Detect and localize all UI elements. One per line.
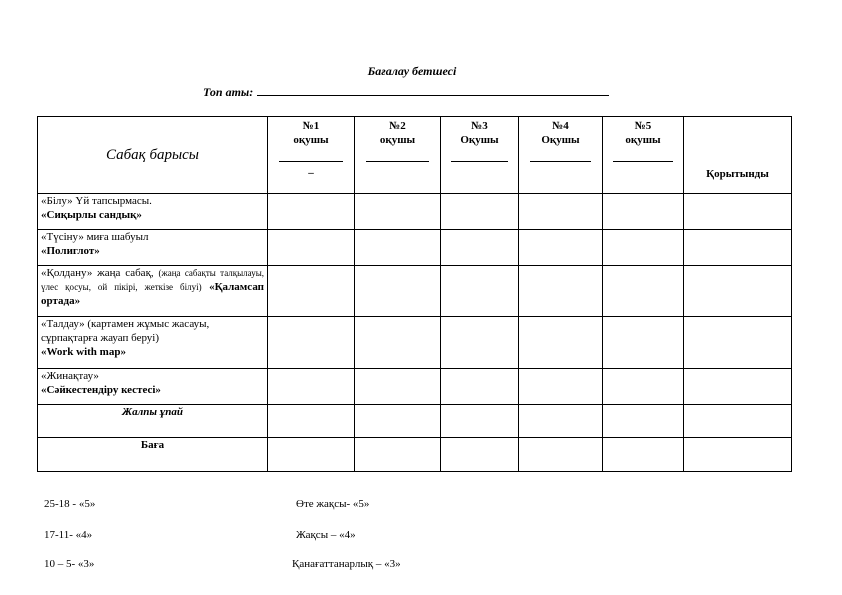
score-cell[interactable] — [441, 405, 519, 438]
lesson-stage-cell — [38, 230, 268, 266]
lesson-stage-cell — [38, 369, 268, 405]
student-4-name-blank[interactable] — [530, 151, 592, 162]
conclusion-cell[interactable] — [684, 266, 792, 317]
student-5-name-blank[interactable] — [613, 151, 672, 162]
stage-activity-name: «Қаламсап ортада» — [41, 281, 265, 307]
score-cell[interactable] — [441, 438, 519, 472]
table-header-row — [38, 117, 792, 194]
table-row — [38, 369, 792, 405]
stage-description: «Түсіну» миға шабуыл — [41, 231, 149, 243]
stage-activity-name: «Сиқырлы сандық» — [41, 209, 142, 221]
total-row — [38, 405, 792, 438]
total-label: Жалпы ұпай — [38, 405, 268, 438]
score-cell[interactable] — [603, 369, 684, 405]
student-4-header — [519, 117, 603, 194]
student-3-number: №3 — [471, 120, 488, 132]
score-cell[interactable] — [268, 194, 355, 230]
scale-word-5: Өте жақсы- «5» — [296, 498, 370, 510]
table-row — [38, 230, 792, 266]
group-name-field — [203, 83, 609, 100]
score-cell[interactable] — [355, 317, 441, 369]
student-3-header — [441, 117, 519, 194]
student-1-name-blank[interactable] — [279, 151, 343, 162]
score-cell[interactable] — [519, 405, 603, 438]
score-cell[interactable] — [519, 194, 603, 230]
scale-points-5: 25-18 - «5» — [44, 498, 96, 510]
conclusion-cell[interactable] — [684, 230, 792, 266]
conclusion-cell[interactable] — [684, 405, 792, 438]
student-3-name-blank[interactable] — [451, 151, 508, 162]
assessment-table — [37, 116, 792, 472]
scale-word-4: Жақсы – «4» — [296, 529, 356, 541]
score-cell[interactable] — [441, 266, 519, 317]
score-cell[interactable] — [355, 266, 441, 317]
score-cell[interactable] — [268, 369, 355, 405]
lesson-stage-cell — [38, 317, 268, 369]
lesson-stage-cell — [38, 266, 268, 317]
score-cell[interactable] — [268, 317, 355, 369]
student-5-header — [603, 117, 684, 194]
document-title: Бағалау бетшесі — [367, 64, 457, 78]
student-1-header — [268, 117, 355, 194]
scale-word-3: Қанағаттанарлық – «3» — [292, 558, 401, 570]
score-cell[interactable] — [519, 317, 603, 369]
score-cell[interactable] — [603, 266, 684, 317]
student-4-number: №4 — [552, 120, 569, 132]
student-1-dash: _ — [308, 163, 314, 175]
table-row — [38, 266, 792, 317]
stage-description: «Жинақтау» — [41, 370, 99, 382]
conclusion-cell[interactable] — [684, 317, 792, 369]
group-name-label: Топ аты: — [203, 85, 254, 99]
student-2-header — [355, 117, 441, 194]
score-cell[interactable] — [603, 438, 684, 472]
score-cell[interactable] — [355, 194, 441, 230]
conclusion-cell[interactable] — [684, 438, 792, 472]
score-cell[interactable] — [519, 369, 603, 405]
score-cell[interactable] — [268, 266, 355, 317]
score-cell[interactable] — [268, 405, 355, 438]
student-3-label: Оқушы — [460, 134, 499, 146]
score-cell[interactable] — [603, 317, 684, 369]
score-cell[interactable] — [355, 405, 441, 438]
student-2-number: №2 — [389, 120, 406, 132]
score-cell[interactable] — [603, 194, 684, 230]
student-1-label: оқушы — [293, 134, 329, 146]
score-cell[interactable] — [519, 266, 603, 317]
score-cell[interactable] — [441, 230, 519, 266]
student-1-number: №1 — [302, 120, 320, 132]
student-5-label: оқушы — [625, 134, 661, 146]
stage-activity-name: «Work with map» — [41, 346, 126, 358]
lesson-stage-cell — [38, 194, 268, 230]
stage-description: «Талдау» (картамен жұмыс жасауы, сұрпақтарға жауап беруі) — [41, 318, 210, 344]
score-cell[interactable] — [268, 438, 355, 472]
conclusion-cell[interactable] — [684, 369, 792, 405]
score-cell[interactable] — [441, 194, 519, 230]
student-2-label: оқушы — [379, 134, 416, 146]
score-cell[interactable] — [355, 438, 441, 472]
student-5-number: №5 — [634, 120, 652, 132]
table-row — [38, 194, 792, 230]
stage-description: «Қолдану» жаңа сабақ, — [41, 267, 154, 279]
stage-description: «Білу» Үй тапсырмасы. — [41, 195, 152, 207]
stage-note: (жаңа сабақты талқылауы, үлес қосуы, ой пікірі, жеткізе білуі) — [41, 268, 265, 292]
student-4-label: Оқушы — [541, 134, 580, 146]
score-cell[interactable] — [603, 230, 684, 266]
conclusion-header: Қорытынды — [684, 117, 792, 194]
table-row — [38, 317, 792, 369]
stage-activity-name: «Сәйкестендіру кестесі» — [41, 384, 161, 396]
score-cell[interactable] — [603, 405, 684, 438]
score-cell[interactable] — [268, 230, 355, 266]
score-cell[interactable] — [441, 317, 519, 369]
conclusion-cell[interactable] — [684, 194, 792, 230]
lesson-stage-header: Сабақ барысы — [38, 117, 268, 194]
stage-activity-name: «Полиглот» — [41, 245, 100, 257]
grade-label: Баға — [38, 438, 268, 472]
score-cell[interactable] — [355, 369, 441, 405]
scale-points-3: 10 – 5- «3» — [44, 558, 95, 570]
scale-points-4: 17-11- «4» — [44, 529, 93, 541]
score-cell[interactable] — [519, 438, 603, 472]
group-name-blank[interactable] — [257, 83, 609, 96]
score-cell[interactable] — [519, 230, 603, 266]
score-cell[interactable] — [355, 230, 441, 266]
student-2-name-blank[interactable] — [366, 151, 429, 162]
grade-row — [38, 438, 792, 472]
score-cell[interactable] — [441, 369, 519, 405]
